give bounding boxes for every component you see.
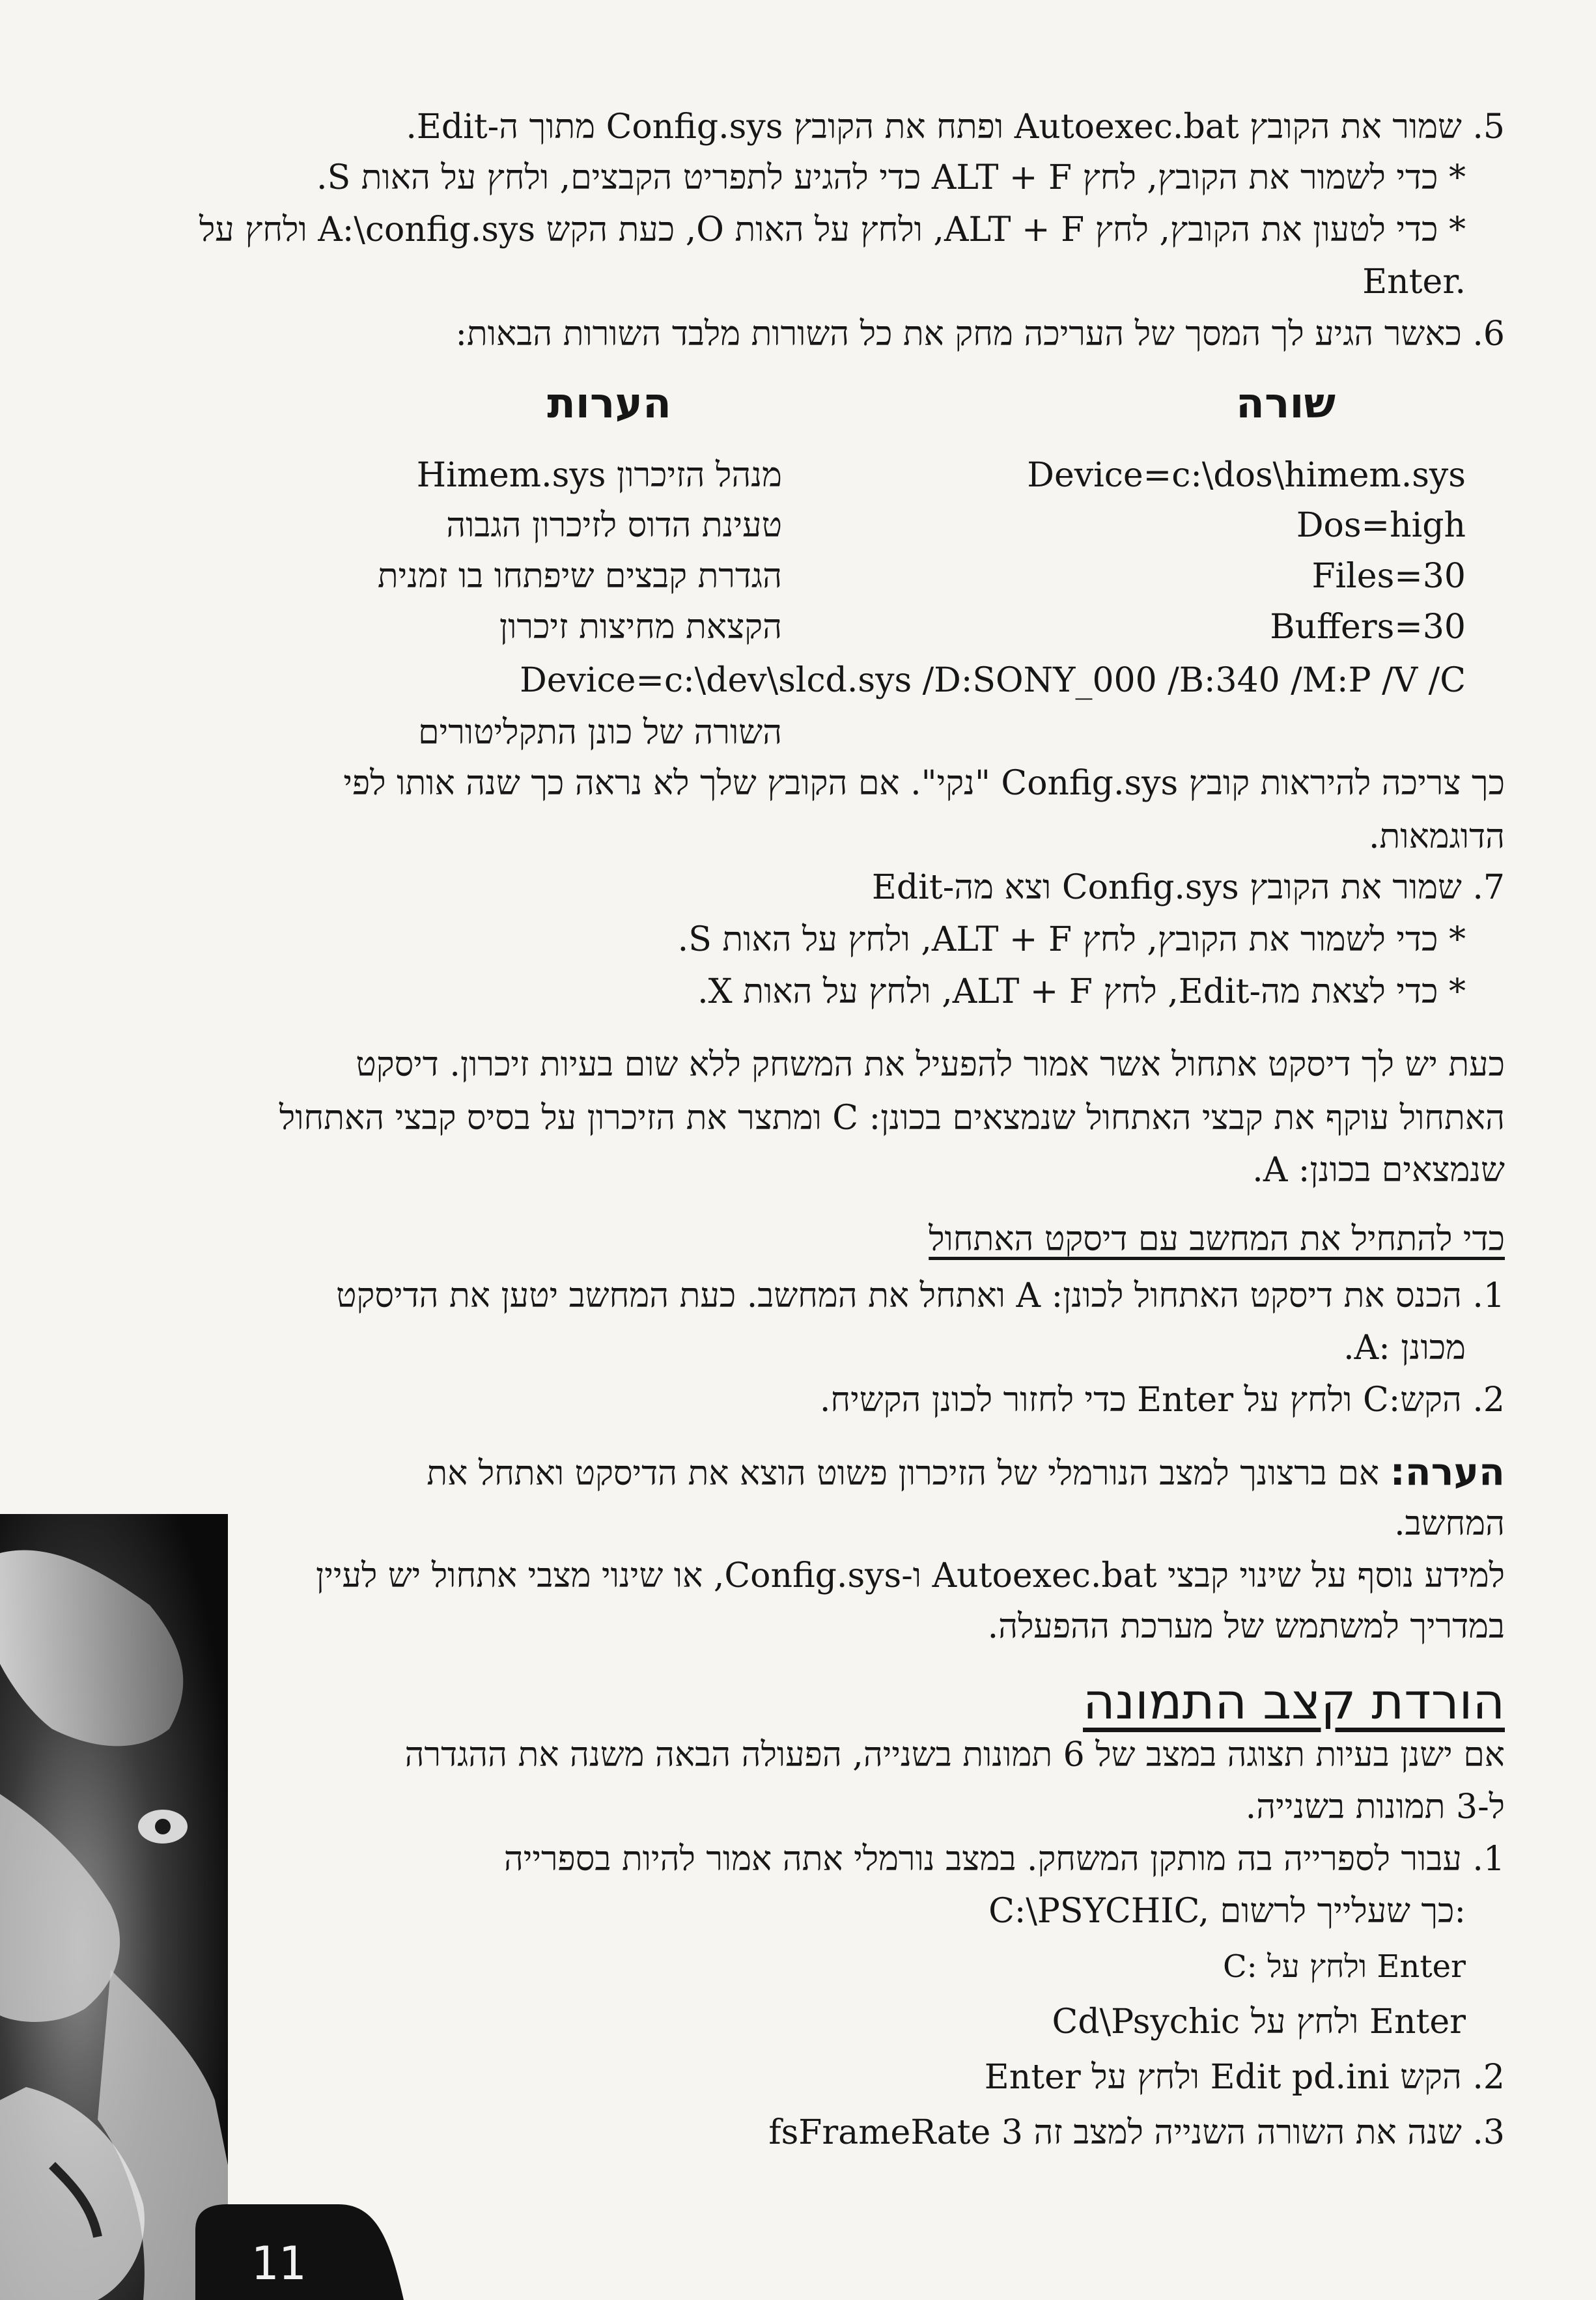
boot-step2: 2. הקש:C ולחץ על Enter כדי לחזור לכונן הקשיח. <box>819 1381 1505 1420</box>
page-number: 11 <box>251 2237 306 2290</box>
config-line-dos: Dos=high <box>1296 506 1466 545</box>
step5-bullet-enter: Enter. <box>1362 262 1466 302</box>
boot-para-line1: כעת יש לך דיסקט אתחול אשר אמור להפעיל את המשחק ללא שום בעיות זיכרון. דיסקט <box>356 1045 1505 1084</box>
step7-bullet-exit: * כדי לצאת מה-Edit, לחץ ALT + F, ולחץ על האות X. <box>697 972 1466 1011</box>
frame-step1-line1: 1. עבור לספרייה בה מותקן המשחק. במצב נורמלי אתה אמור להיות בספרייה <box>503 1840 1505 1879</box>
boot-para-line2: האתחול עוקף את קבצי האתחול שנמצאים בכונן: C ומתצר את הזיכרון על בסיס קבצי האתחול <box>279 1099 1505 1138</box>
config-line-himem: Device=c:\dos\himem.sys <box>1027 456 1466 495</box>
config-line-files: Files=30 <box>1311 557 1466 596</box>
note-files: הגדרת קבצים שיפתחו בו זמנית <box>377 557 782 596</box>
note-line2: המחשב. <box>1394 1504 1505 1543</box>
frame-step3: 3. שנה את השורה השנייה למצב זה fsFrameRate 3 <box>768 2113 1505 2152</box>
step6-line: 6. כאשר הגיע לך המסך של העריכה מחק את כל השורות מלבד השורות הבאות: <box>455 315 1505 354</box>
frame-intro-line2: ל-3 תמונות בשנייה. <box>1245 1788 1505 1827</box>
note-buffers: הקצאת מחיצות זיכרון <box>499 608 782 647</box>
clean-config-line2: הדוגמאות. <box>1369 817 1505 856</box>
frame-section-title: הורדת קצב התמונה <box>1083 1672 1505 1730</box>
frame-cmd1: C: ולחץ על Enter <box>1222 1948 1466 1985</box>
note-dos: טעינת הדוס לזיכרון הגבוה <box>446 506 782 545</box>
column-header-line: שורה <box>1236 380 1336 428</box>
note-cdrom: השורה של כונן התקליטורים <box>418 713 782 752</box>
note-line1-text: אם ברצונך למצב הנורמלי של הזיכרון פשוט הוצא את הדיסקט ואתחל את <box>427 1454 1390 1493</box>
frame-cmd2: Cd\Psychic ולחץ על Enter <box>1052 2002 1466 2041</box>
character-photo <box>0 1514 228 2300</box>
boot-step1-line1: 1. הכנס את דיסקט האתחול לכונן: A ואתחל את המחשב. כעת המחשב יטען את הדיסקט <box>336 1276 1505 1315</box>
note-line4: במדריך למשתמש של מערכת ההפעלה. <box>987 1607 1505 1646</box>
boot-step1-line2: מכונן :A. <box>1343 1328 1466 1367</box>
clean-config-line1: כך צריכה להיראות קובץ Config.sys "נקי". אם הקובץ שלך לא נראה כך שנה אותו לפי <box>343 764 1505 803</box>
config-line-buffers: Buffers=30 <box>1270 608 1466 647</box>
step5-bullet-save: * כדי לשמור את הקובץ, לחץ ALT + F כדי להגיע לתפריט הקבצים, ולחץ על האות S. <box>316 158 1466 197</box>
step7-line: 7. שמור את הקובץ Config.sys וצא מה-Edit <box>871 868 1505 907</box>
note-himem: מנהל הזיכרון Himem.sys <box>416 456 782 495</box>
note-line3: למידע נוסף על שינוי קבצי Autoexec.bat ו-Config.sys, או שינוי מצבי אתחול יש לעיין <box>316 1556 1505 1595</box>
frame-step1-line2: C:\PSYCHIC, כך שעלייך לרשום: <box>988 1892 1466 1931</box>
character-face-image <box>0 1514 228 2300</box>
config-line-cdrom: Device=c:\dev\slcd.sys /D:SONY_000 /B:340 /M:P /V /C <box>520 661 1466 700</box>
frame-step2: 2. הקש Edit pd.ini ולחץ על Enter <box>984 2058 1505 2097</box>
step5-bullet-load: * כדי לטעון את הקובץ, לחץ ALT + F, ולחץ על האות O, כעת הקש A:\config.sys ולחץ על <box>199 210 1466 249</box>
note-label: הערה: <box>1390 1450 1505 1494</box>
boot-section-heading: כדי להתחיל את המחשב עם דיסקט האתחול <box>929 1220 1505 1259</box>
step5-line: 5. שמור את הקובץ Autoexec.bat ופתח את הקובץ Config.sys מתוך ה-Edit. <box>406 107 1505 147</box>
step7-bullet-save: * כדי לשמור את הקובץ, לחץ ALT + F, ולחץ על האות S. <box>677 920 1466 959</box>
frame-intro-line1: אם ישנן בעיות תצוגה במצב של 6 תמונות בשנייה, הפעולה הבאה משנה את ההגדרה <box>404 1735 1505 1774</box>
boot-para-line3: שנמצאים בכונן: A. <box>1252 1151 1505 1190</box>
note-line1 <box>427 1449 1505 1496</box>
column-header-notes: הערות <box>547 380 671 428</box>
